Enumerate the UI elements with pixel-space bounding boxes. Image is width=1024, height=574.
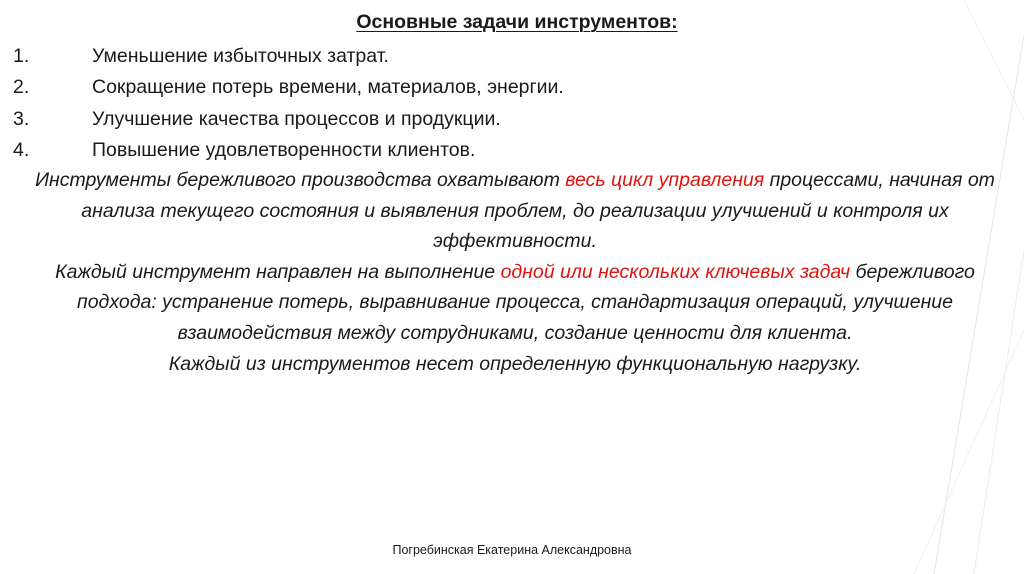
list-item bbox=[13, 104, 564, 135]
task-list bbox=[13, 41, 564, 166]
list-item-text: Уменьшение избыточных затрат. bbox=[92, 45, 389, 67]
paragraph-text: Инструменты бережливого производства охватывают bbox=[35, 169, 566, 191]
paragraph-scope bbox=[20, 165, 1010, 257]
list-item-text: Повышение удовлетворенности клиентов. bbox=[92, 138, 476, 161]
slide-title: Основные задачи инструментов: bbox=[356, 11, 678, 33]
list-item-text: Улучшение качества процессов и продукции. bbox=[92, 107, 501, 130]
paragraph-text: бережливого подхода: устранение потерь, выравнивание процесса, стандартизация операций, улучшение взаимодействия между сотрудниками, создание ценности для клиента. bbox=[76, 260, 975, 344]
list-item-text: Сокращение потерь времени, материалов, энергии. bbox=[92, 76, 564, 99]
paragraph-text: Каждый инструмент направлен на выполнение bbox=[55, 260, 501, 283]
author-footer: Погребинская Екатерина Александровна bbox=[392, 543, 632, 557]
list-item bbox=[13, 135, 564, 166]
list-item-number: 1. bbox=[13, 45, 30, 67]
list-item-number: 4. bbox=[13, 138, 30, 161]
list-item-number: 3. bbox=[13, 107, 30, 130]
paragraph-text: процессами, начиная от анализа текущего состояния и выявления проблем, до реализации улучшений и контроля их эффективности. bbox=[81, 169, 995, 253]
paragraph-function: Каждый из инструментов несет определенную функциональную нагрузку. bbox=[168, 352, 862, 375]
list-item bbox=[13, 41, 564, 72]
highlight-text: весь цикл управления bbox=[565, 169, 765, 191]
list-item-number: 2. bbox=[13, 76, 30, 99]
body-text bbox=[20, 165, 1010, 379]
list-item bbox=[13, 72, 564, 103]
highlight-text: одной или нескольких ключевых задач bbox=[500, 260, 851, 283]
paragraph-tasks bbox=[20, 257, 1010, 349]
